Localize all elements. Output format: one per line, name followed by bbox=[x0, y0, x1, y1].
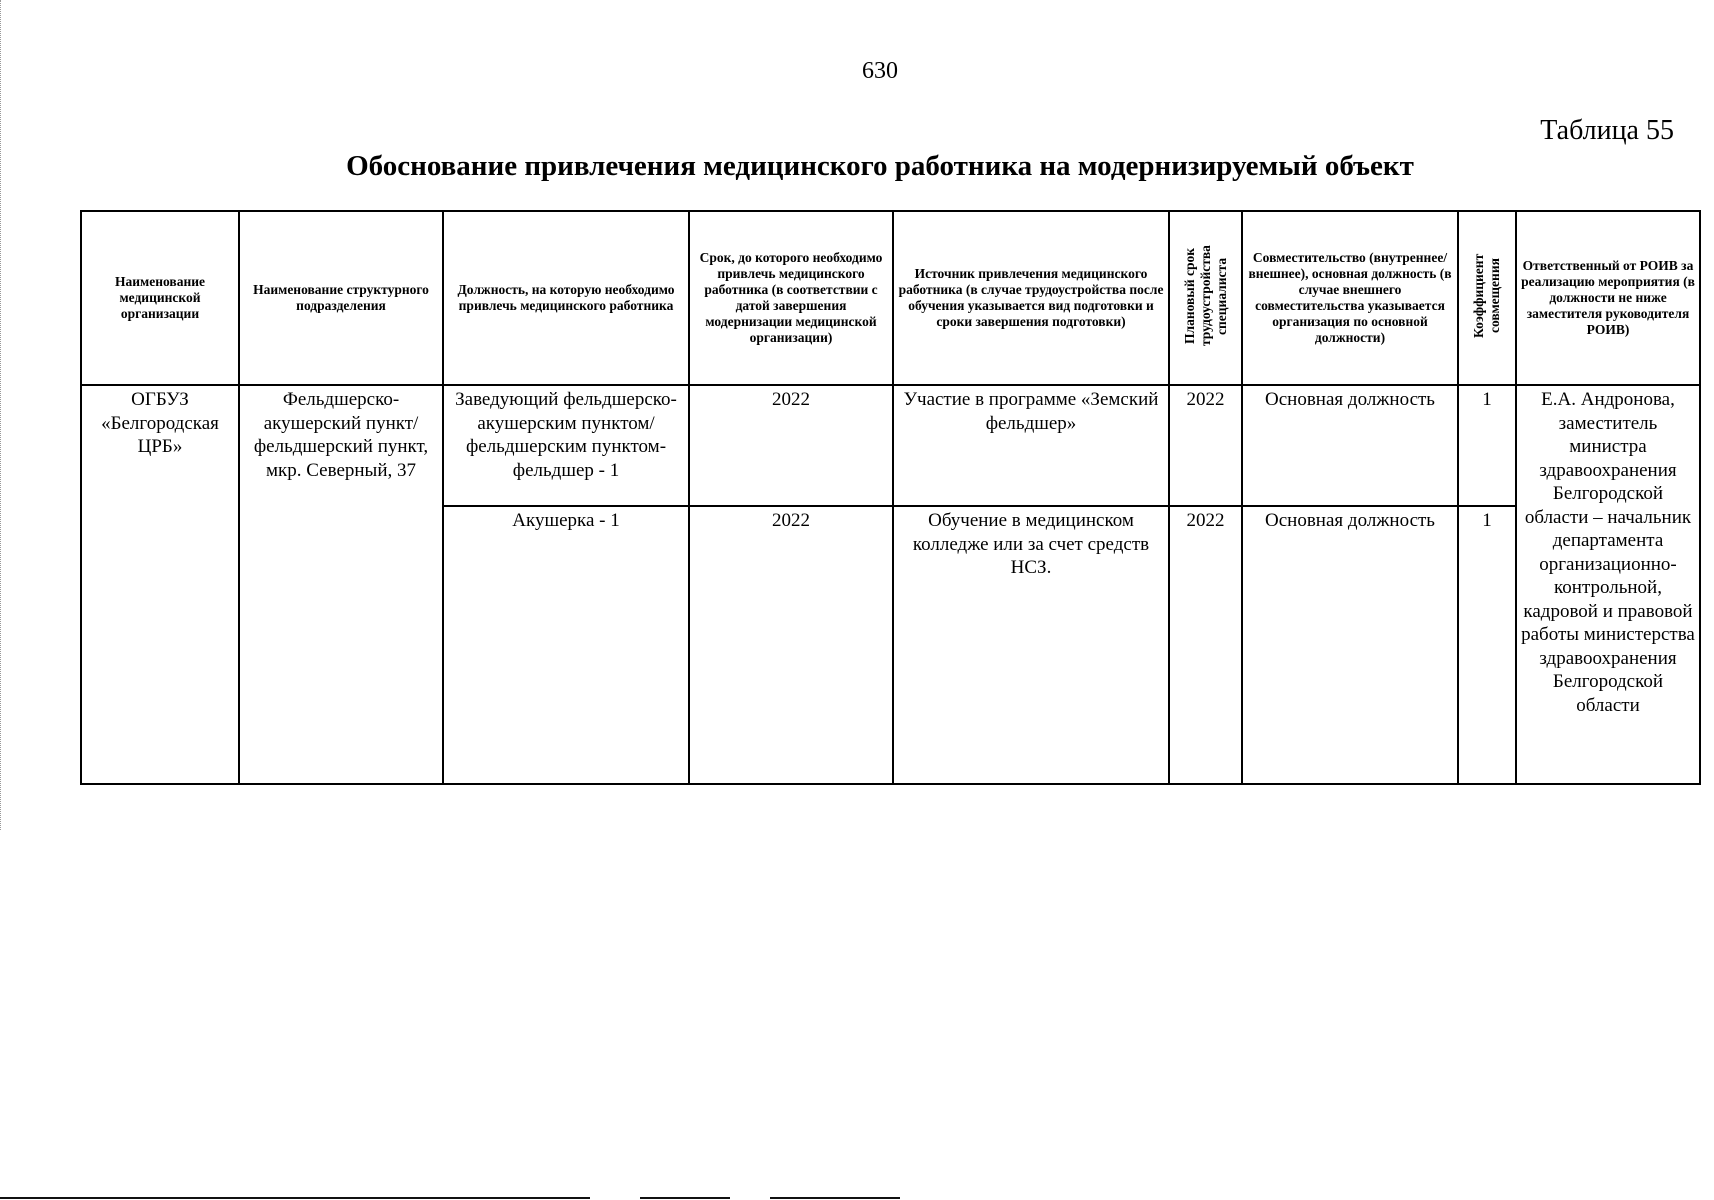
responsible-cell: Е.А. Андронова, заместитель министра здравоохранения Белгородской области – начальник департамента организационно-контрольной, кадровой и правовой работы министерства здравоохранения Белгородской области bbox=[1516, 385, 1700, 784]
coefficient-cell: 1 bbox=[1458, 506, 1516, 784]
page-number: 630 bbox=[862, 58, 898, 84]
position-cell: Заведующий фельдшерско-акушерским пунктом/фельдшерским пунктом- фельдшер - 1 bbox=[443, 385, 689, 506]
deadline-cell: 2022 bbox=[689, 506, 893, 784]
footer-rule-right bbox=[770, 1197, 900, 1199]
scan-edge bbox=[0, 0, 3, 830]
header-organization: Наименование медицинской организации bbox=[81, 211, 239, 385]
combination-cell: Основная должность bbox=[1242, 385, 1458, 506]
table-caption: Таблица 55 bbox=[1540, 115, 1674, 146]
footer-rule-left bbox=[0, 1197, 590, 1199]
coefficient-cell: 1 bbox=[1458, 385, 1516, 506]
document-title: Обоснование привлечения медицинского работника на модернизируемый объект bbox=[346, 150, 1414, 182]
header-coefficient-text: Коэффициент совмещения bbox=[1471, 253, 1502, 339]
header-planned-year-text: Плановый срок трудоустройства специалиста bbox=[1181, 245, 1229, 347]
deadline-cell: 2022 bbox=[689, 385, 893, 506]
header-source: Источник привлечения медицинского работника (в случае трудоустройства после обучения указывается вид подготовки и сроки завершения подготовки) bbox=[893, 211, 1169, 385]
source-cell: Участие в программе «Земский фельдшер» bbox=[893, 385, 1169, 506]
header-planned-year bbox=[1169, 211, 1242, 385]
position-cell: Акушерка - 1 bbox=[443, 506, 689, 784]
footer-rule-middle bbox=[640, 1197, 730, 1199]
header-responsible: Ответственный от РОИВ за реализацию мероприятия (в должности не ниже заместителя руководителя РОИВ) bbox=[1516, 211, 1700, 385]
planned-year-cell: 2022 bbox=[1169, 506, 1242, 784]
subdivision-cell: Фельдшерско-акушерский пункт/ фельдшерский пункт, мкр. Северный, 37 bbox=[239, 385, 443, 784]
header-position: Должность, на которую необходимо привлечь медицинского работника bbox=[443, 211, 689, 385]
header-coefficient bbox=[1458, 211, 1516, 385]
header-subdivision: Наименование структурного подразделения bbox=[239, 211, 443, 385]
combination-cell: Основная должность bbox=[1242, 506, 1458, 784]
header-combination: Совместительство (внутреннее/ внешнее), основная должность (в случае внешнего совместительства указывается организация по основной должности) bbox=[1242, 211, 1458, 385]
header-deadline: Срок, до которого необходимо привлечь медицинского работника (в соответствии с датой завершения модернизации медицинской организации) bbox=[689, 211, 893, 385]
header-row bbox=[81, 211, 1700, 385]
source-cell: Обучение в медицинском колледже или за счет средств НСЗ. bbox=[893, 506, 1169, 784]
personnel-table bbox=[80, 210, 1701, 785]
organization-cell: ОГБУЗ «Белгородская ЦРБ» bbox=[81, 385, 239, 784]
table-row bbox=[81, 385, 1700, 506]
planned-year-cell: 2022 bbox=[1169, 385, 1242, 506]
